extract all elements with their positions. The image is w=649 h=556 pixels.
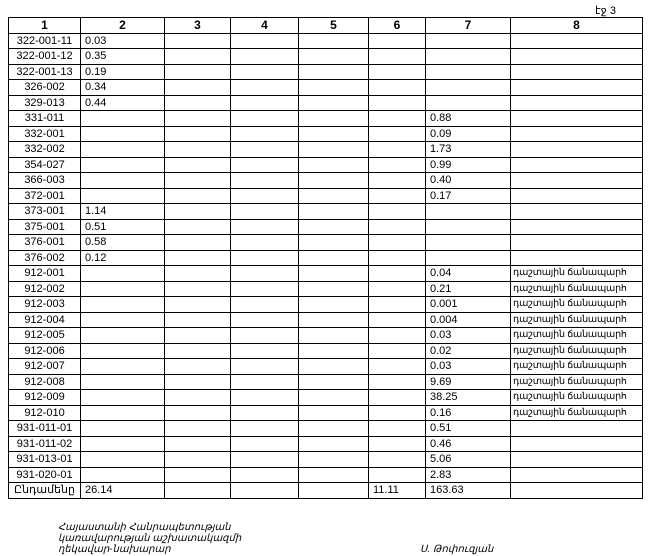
table-row bbox=[9, 49, 643, 65]
table-cell bbox=[369, 312, 426, 328]
table-cell bbox=[426, 33, 511, 49]
table-cell bbox=[81, 452, 165, 468]
table-cell bbox=[511, 421, 643, 437]
table-cell: 931-011-01 bbox=[9, 421, 81, 437]
table-cell bbox=[369, 405, 426, 421]
table-cell bbox=[299, 390, 369, 406]
table-cell bbox=[299, 343, 369, 359]
table-cell: 931-020-01 bbox=[9, 467, 81, 483]
table-cell: դաշտային ճանապարհ bbox=[511, 312, 643, 328]
table-cell: 912-010 bbox=[9, 405, 81, 421]
table-cell bbox=[165, 173, 231, 189]
table-cell bbox=[165, 142, 231, 158]
table-cell: 0.19 bbox=[81, 64, 165, 80]
table-cell bbox=[231, 64, 299, 80]
table-cell bbox=[81, 266, 165, 282]
table-cell bbox=[165, 483, 231, 499]
table-cell bbox=[231, 266, 299, 282]
table-cell bbox=[231, 49, 299, 65]
table-cell: 0.03 bbox=[426, 328, 511, 344]
table-cell: դաշտային ճանապարհ bbox=[511, 266, 643, 282]
table-cell: 5.06 bbox=[426, 452, 511, 468]
table-cell bbox=[231, 421, 299, 437]
table-cell bbox=[231, 235, 299, 251]
table-cell: 375-001 bbox=[9, 219, 81, 235]
table-cell: 26.14 bbox=[81, 483, 165, 499]
table-cell bbox=[231, 95, 299, 111]
table-cell: 0.02 bbox=[426, 343, 511, 359]
table-cell: 0.21 bbox=[426, 281, 511, 297]
table-cell: 931-011-02 bbox=[9, 436, 81, 452]
table-cell: 0.44 bbox=[81, 95, 165, 111]
table-cell: 0.03 bbox=[81, 33, 165, 49]
table-cell: 372-001 bbox=[9, 188, 81, 204]
table-cell: 376-002 bbox=[9, 250, 81, 266]
table-cell bbox=[165, 266, 231, 282]
table-cell bbox=[426, 219, 511, 235]
table-cell: 0.99 bbox=[426, 157, 511, 173]
table-cell bbox=[299, 80, 369, 96]
table-cell: 0.03 bbox=[426, 359, 511, 375]
table-cell bbox=[299, 250, 369, 266]
signatory-title-line: կառավարության աշխատակազմի bbox=[58, 533, 242, 544]
table-cell: դաշտային ճանապարհ bbox=[511, 343, 643, 359]
table-row bbox=[9, 142, 643, 158]
table-cell bbox=[511, 126, 643, 142]
table-cell bbox=[299, 436, 369, 452]
table-row bbox=[9, 266, 643, 282]
table-cell bbox=[81, 359, 165, 375]
table-cell: 9.69 bbox=[426, 374, 511, 390]
table-cell bbox=[231, 250, 299, 266]
table-cell bbox=[231, 204, 299, 220]
table-cell: 0.46 bbox=[426, 436, 511, 452]
table-cell bbox=[231, 452, 299, 468]
table-cell bbox=[369, 281, 426, 297]
table-cell: 912-005 bbox=[9, 328, 81, 344]
signatory-name: Ս. Թոփուզյան bbox=[420, 544, 494, 555]
table-cell bbox=[369, 173, 426, 189]
table-cell bbox=[299, 126, 369, 142]
table-cell bbox=[165, 235, 231, 251]
table-cell bbox=[165, 111, 231, 127]
table-cell: 0.51 bbox=[81, 219, 165, 235]
table-cell bbox=[165, 467, 231, 483]
table-cell bbox=[369, 64, 426, 80]
table-cell bbox=[81, 297, 165, 313]
table-cell bbox=[165, 49, 231, 65]
table-cell: 332-001 bbox=[9, 126, 81, 142]
header-row bbox=[9, 18, 643, 34]
table-cell bbox=[165, 359, 231, 375]
table-cell bbox=[231, 436, 299, 452]
table-row bbox=[9, 452, 643, 468]
table-cell: դաշտային ճանապարհ bbox=[511, 374, 643, 390]
table-cell bbox=[426, 250, 511, 266]
table-cell bbox=[231, 328, 299, 344]
table-row bbox=[9, 204, 643, 220]
table-cell bbox=[511, 64, 643, 80]
table-cell bbox=[511, 142, 643, 158]
table-cell bbox=[511, 173, 643, 189]
table-cell bbox=[426, 204, 511, 220]
table-row bbox=[9, 80, 643, 96]
table-cell: 366-003 bbox=[9, 173, 81, 189]
column-header: 3 bbox=[165, 18, 231, 34]
table-cell bbox=[369, 49, 426, 65]
table-body bbox=[9, 33, 643, 498]
table-cell bbox=[511, 483, 643, 499]
table-row bbox=[9, 359, 643, 375]
table-cell bbox=[511, 235, 643, 251]
table-cell bbox=[299, 173, 369, 189]
table-cell bbox=[511, 49, 643, 65]
table-cell bbox=[299, 328, 369, 344]
table-cell: 332-002 bbox=[9, 142, 81, 158]
table-cell bbox=[165, 312, 231, 328]
table-cell bbox=[369, 421, 426, 437]
table-row bbox=[9, 33, 643, 49]
table-cell bbox=[165, 374, 231, 390]
table-cell: 0.17 bbox=[426, 188, 511, 204]
table-cell bbox=[369, 390, 426, 406]
table-cell bbox=[426, 95, 511, 111]
table-cell bbox=[81, 421, 165, 437]
table-row bbox=[9, 328, 643, 344]
table-cell bbox=[231, 467, 299, 483]
table-row bbox=[9, 173, 643, 189]
signatory-title-line: Հայաստանի Հանրապետության bbox=[58, 522, 231, 533]
table-cell bbox=[299, 157, 369, 173]
table-cell bbox=[299, 33, 369, 49]
table-cell: 912-002 bbox=[9, 281, 81, 297]
table-cell bbox=[165, 250, 231, 266]
table-cell bbox=[165, 126, 231, 142]
table-cell bbox=[369, 80, 426, 96]
table-cell bbox=[369, 250, 426, 266]
table-cell bbox=[231, 405, 299, 421]
table-cell bbox=[231, 219, 299, 235]
table-cell: 0.16 bbox=[426, 405, 511, 421]
table-cell bbox=[165, 281, 231, 297]
table-cell bbox=[369, 359, 426, 375]
table-cell bbox=[81, 111, 165, 127]
table-cell bbox=[511, 157, 643, 173]
table-cell bbox=[299, 467, 369, 483]
table-cell: 354-027 bbox=[9, 157, 81, 173]
table-cell bbox=[81, 436, 165, 452]
table-cell bbox=[165, 436, 231, 452]
table-cell bbox=[231, 111, 299, 127]
table-cell: 912-003 bbox=[9, 297, 81, 313]
table-cell bbox=[511, 111, 643, 127]
table-cell: 38.25 bbox=[426, 390, 511, 406]
table-row bbox=[9, 126, 643, 142]
table-cell bbox=[369, 297, 426, 313]
column-header: 2 bbox=[81, 18, 165, 34]
table-cell bbox=[369, 142, 426, 158]
table-row bbox=[9, 95, 643, 111]
table-cell bbox=[369, 95, 426, 111]
table-cell bbox=[369, 33, 426, 49]
table-cell bbox=[165, 452, 231, 468]
table-cell bbox=[369, 126, 426, 142]
table-cell bbox=[299, 405, 369, 421]
table-cell: 1.73 bbox=[426, 142, 511, 158]
table-cell bbox=[369, 235, 426, 251]
table-cell bbox=[511, 467, 643, 483]
signatory-title-line: ղեկավար-նախարար bbox=[58, 544, 171, 555]
table-cell bbox=[299, 219, 369, 235]
table-cell bbox=[231, 33, 299, 49]
table-row bbox=[9, 281, 643, 297]
column-header: 6 bbox=[369, 18, 426, 34]
table-cell bbox=[369, 188, 426, 204]
table-cell bbox=[231, 157, 299, 173]
table-cell: 329-013 bbox=[9, 95, 81, 111]
table-cell bbox=[299, 95, 369, 111]
table-cell bbox=[511, 204, 643, 220]
table-cell bbox=[81, 467, 165, 483]
table-cell: 912-008 bbox=[9, 374, 81, 390]
table-cell bbox=[299, 204, 369, 220]
column-header: 4 bbox=[231, 18, 299, 34]
table-cell bbox=[81, 173, 165, 189]
table-cell bbox=[165, 80, 231, 96]
table-cell bbox=[369, 436, 426, 452]
table-cell bbox=[165, 204, 231, 220]
table-cell: 322-001-13 bbox=[9, 64, 81, 80]
column-header: 1 bbox=[9, 18, 81, 34]
table-cell bbox=[369, 204, 426, 220]
table-cell: 0.88 bbox=[426, 111, 511, 127]
table-cell bbox=[165, 328, 231, 344]
table-cell bbox=[165, 64, 231, 80]
table-cell bbox=[369, 266, 426, 282]
table-cell bbox=[231, 390, 299, 406]
table-cell bbox=[231, 359, 299, 375]
table-cell bbox=[511, 95, 643, 111]
table-cell: 326-002 bbox=[9, 80, 81, 96]
table-cell bbox=[299, 235, 369, 251]
table-row bbox=[9, 405, 643, 421]
table-cell bbox=[299, 312, 369, 328]
table-cell: 0.58 bbox=[81, 235, 165, 251]
table-cell bbox=[165, 157, 231, 173]
table-cell: 322-001-11 bbox=[9, 33, 81, 49]
table-cell: 0.001 bbox=[426, 297, 511, 313]
table-cell bbox=[81, 374, 165, 390]
table-cell bbox=[511, 188, 643, 204]
table-cell bbox=[511, 33, 643, 49]
table-cell bbox=[231, 173, 299, 189]
column-header: 7 bbox=[426, 18, 511, 34]
table-cell: դաշտային ճանապարհ bbox=[511, 359, 643, 375]
column-header: 5 bbox=[299, 18, 369, 34]
table-cell: 912-001 bbox=[9, 266, 81, 282]
table-cell: 912-006 bbox=[9, 343, 81, 359]
table-cell bbox=[231, 297, 299, 313]
table-cell: 0.12 bbox=[81, 250, 165, 266]
table-cell: 1.14 bbox=[81, 204, 165, 220]
table-row bbox=[9, 250, 643, 266]
table-cell bbox=[81, 281, 165, 297]
table-row bbox=[9, 374, 643, 390]
table-cell bbox=[299, 142, 369, 158]
table-cell bbox=[165, 188, 231, 204]
table-cell bbox=[165, 405, 231, 421]
table-cell bbox=[81, 142, 165, 158]
table-cell bbox=[511, 80, 643, 96]
table-cell bbox=[165, 390, 231, 406]
table-cell bbox=[369, 328, 426, 344]
table-cell bbox=[81, 405, 165, 421]
table-cell: 0.34 bbox=[81, 80, 165, 96]
table-cell bbox=[231, 126, 299, 142]
table-cell: Ընդամենը bbox=[9, 483, 81, 499]
table-row bbox=[9, 436, 643, 452]
table-cell bbox=[231, 343, 299, 359]
table-cell bbox=[231, 374, 299, 390]
table-cell bbox=[81, 343, 165, 359]
table-row bbox=[9, 312, 643, 328]
table-cell: 163.63 bbox=[426, 483, 511, 499]
table-cell: 322-001-12 bbox=[9, 49, 81, 65]
table-row bbox=[9, 483, 643, 499]
table-cell bbox=[165, 219, 231, 235]
table-cell: 0.09 bbox=[426, 126, 511, 142]
table-cell bbox=[369, 157, 426, 173]
table-cell bbox=[299, 281, 369, 297]
table-cell bbox=[81, 157, 165, 173]
table-cell bbox=[299, 111, 369, 127]
table-row bbox=[9, 219, 643, 235]
table-cell: դաշտային ճանապարհ bbox=[511, 328, 643, 344]
table-cell: 912-004 bbox=[9, 312, 81, 328]
signatory-title bbox=[58, 522, 241, 555]
table-cell bbox=[299, 374, 369, 390]
table-row bbox=[9, 235, 643, 251]
table-cell: 912-007 bbox=[9, 359, 81, 375]
table-cell: դաշտային ճանապարհ bbox=[511, 297, 643, 313]
table-cell bbox=[299, 297, 369, 313]
table-cell bbox=[426, 64, 511, 80]
table-cell bbox=[165, 95, 231, 111]
table-row bbox=[9, 188, 643, 204]
table-row bbox=[9, 467, 643, 483]
table-cell bbox=[231, 312, 299, 328]
table-cell bbox=[299, 49, 369, 65]
table-cell bbox=[369, 452, 426, 468]
table-cell bbox=[81, 390, 165, 406]
table-cell bbox=[369, 374, 426, 390]
table-cell bbox=[511, 250, 643, 266]
table-cell: 0.35 bbox=[81, 49, 165, 65]
table-cell bbox=[231, 142, 299, 158]
table-cell: 0.04 bbox=[426, 266, 511, 282]
table-cell bbox=[299, 421, 369, 437]
table-cell bbox=[81, 188, 165, 204]
table-cell: 0.004 bbox=[426, 312, 511, 328]
table-cell bbox=[165, 33, 231, 49]
table-cell bbox=[299, 266, 369, 282]
table-cell: դաշտային ճանապարհ bbox=[511, 390, 643, 406]
table-cell bbox=[81, 328, 165, 344]
table-cell bbox=[231, 80, 299, 96]
table-cell bbox=[299, 64, 369, 80]
table-cell bbox=[81, 312, 165, 328]
table-cell bbox=[511, 219, 643, 235]
table-row bbox=[9, 343, 643, 359]
table-cell bbox=[81, 126, 165, 142]
table-cell: 373-001 bbox=[9, 204, 81, 220]
table-cell: 0.40 bbox=[426, 173, 511, 189]
table-cell bbox=[299, 359, 369, 375]
table-cell bbox=[369, 343, 426, 359]
page-number: էջ 3 bbox=[595, 5, 616, 17]
table-cell: 376-001 bbox=[9, 235, 81, 251]
table-cell bbox=[231, 188, 299, 204]
table-cell bbox=[426, 80, 511, 96]
table-row bbox=[9, 390, 643, 406]
table-cell: 0.51 bbox=[426, 421, 511, 437]
table-row bbox=[9, 421, 643, 437]
table-cell bbox=[299, 188, 369, 204]
table-cell bbox=[369, 111, 426, 127]
table-cell: 331-011 bbox=[9, 111, 81, 127]
table-cell bbox=[165, 297, 231, 313]
table-cell: 11.11 bbox=[369, 483, 426, 499]
table-cell: 2.83 bbox=[426, 467, 511, 483]
table-row bbox=[9, 297, 643, 313]
table-cell bbox=[511, 436, 643, 452]
table-cell bbox=[511, 452, 643, 468]
table-cell bbox=[369, 219, 426, 235]
table-cell bbox=[231, 281, 299, 297]
table-cell bbox=[426, 235, 511, 251]
table-row bbox=[9, 157, 643, 173]
table-cell bbox=[299, 452, 369, 468]
table-cell bbox=[426, 49, 511, 65]
table-cell bbox=[165, 343, 231, 359]
table-cell bbox=[369, 467, 426, 483]
table-row bbox=[9, 64, 643, 80]
table-cell: դաշտային ճանապարհ bbox=[511, 281, 643, 297]
table-cell: դաշտային ճանապարհ bbox=[511, 405, 643, 421]
table-cell: 931-013-01 bbox=[9, 452, 81, 468]
table-cell: 912-009 bbox=[9, 390, 81, 406]
table-cell bbox=[231, 483, 299, 499]
table-cell bbox=[165, 421, 231, 437]
table-cell bbox=[299, 483, 369, 499]
table-row bbox=[9, 111, 643, 127]
column-header: 8 bbox=[511, 18, 643, 34]
land-plot-table bbox=[8, 17, 643, 499]
